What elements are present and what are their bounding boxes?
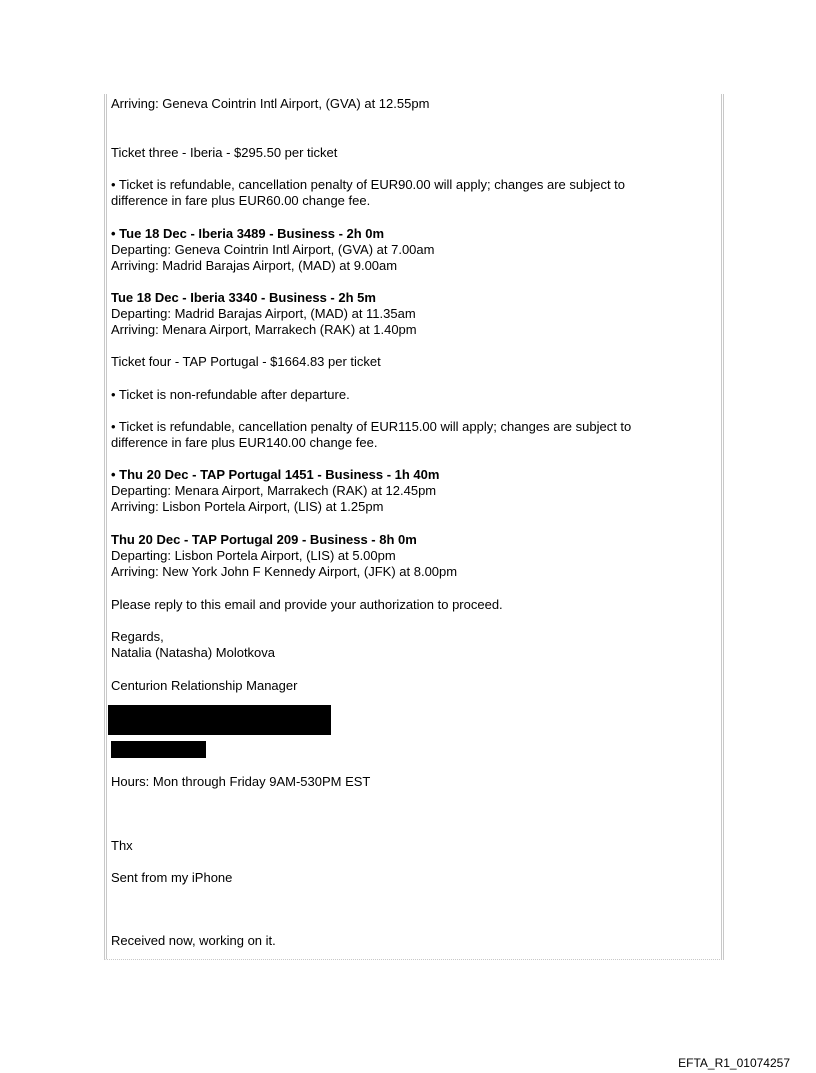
ticket-four-refund-note-cont: difference in fare plus EUR140.00 change fee. [111,435,378,450]
redaction-block [108,705,331,735]
iberia-3340-arriving: Arriving: Menara Airport, Marrakech (RAK) at 1.40pm [111,322,417,337]
iberia-3340-departing: Departing: Madrid Barajas Airport, (MAD) at 11.35am [111,306,416,321]
redaction-block-small [111,741,206,758]
arriving-geneva-line: Arriving: Geneva Cointrin Intl Airport, (GVA) at 12.55pm [111,96,430,111]
iberia-3340-header: Tue 18 Dec - Iberia 3340 - Business - 2h 5m [111,290,376,305]
ticket-three-refund-note: • Ticket is refundable, cancellation penalty of EUR90.00 will apply; changes are subject to [111,177,626,192]
document-id: EFTA_R1_01074257 [678,1056,790,1070]
ticket-four-nonrefundable-note: • Ticket is non-refundable after departure. [111,387,350,402]
iberia-3489-header: • Tue 18 Dec - Iberia 3489 - Business - 2h 0m [111,226,385,241]
tap-209-header: Thu 20 Dec - TAP Portugal 209 - Business - 8h 0m [111,532,417,547]
tap-1451-departing: Departing: Menara Airport, Marrakech (RAK) at 12.45pm [111,483,437,498]
received-working-line: Received now, working on it. [111,933,276,948]
signature-title: Centurion Relationship Manager [111,678,298,693]
iberia-3489-departing: Departing: Geneva Cointrin Intl Airport, (GVA) at 7.00am [111,242,435,257]
tap-1451-arriving: Arriving: Lisbon Portela Airport, (LIS) at 1.25pm [111,499,384,514]
iberia-3489-arriving: Arriving: Madrid Barajas Airport, (MAD) at 9.00am [111,258,398,273]
signature-name: Natalia (Natasha) Molotkova [111,645,276,660]
signature-regards: Regards, [111,629,164,644]
reply-request-line: Please reply to this email and provide your authorization to proceed. [111,597,503,612]
tap-209-departing: Departing: Lisbon Portela Airport, (LIS) at 5.00pm [111,548,396,563]
ticket-four-title: Ticket four - TAP Portugal - $1664.83 per ticket [111,354,381,369]
signature-hours: Hours: Mon through Friday 9AM-530PM EST [111,774,371,789]
ticket-four-refund-note: • Ticket is refundable, cancellation penalty of EUR115.00 will apply; changes are subject to [111,419,632,434]
sent-from-iphone: Sent from my iPhone [111,870,233,885]
reply-thx: Thx [111,838,133,853]
ticket-three-title: Ticket three - Iberia - $295.50 per ticket [111,145,338,160]
tap-1451-header: • Thu 20 Dec - TAP Portugal 1451 - Business - 1h 40m [111,467,440,482]
tap-209-arriving: Arriving: New York John F Kennedy Airport, (JFK) at 8.00pm [111,564,458,579]
email-thread-frame [104,94,724,960]
ticket-three-refund-note-cont: difference in fare plus EUR60.00 change fee. [111,193,371,208]
